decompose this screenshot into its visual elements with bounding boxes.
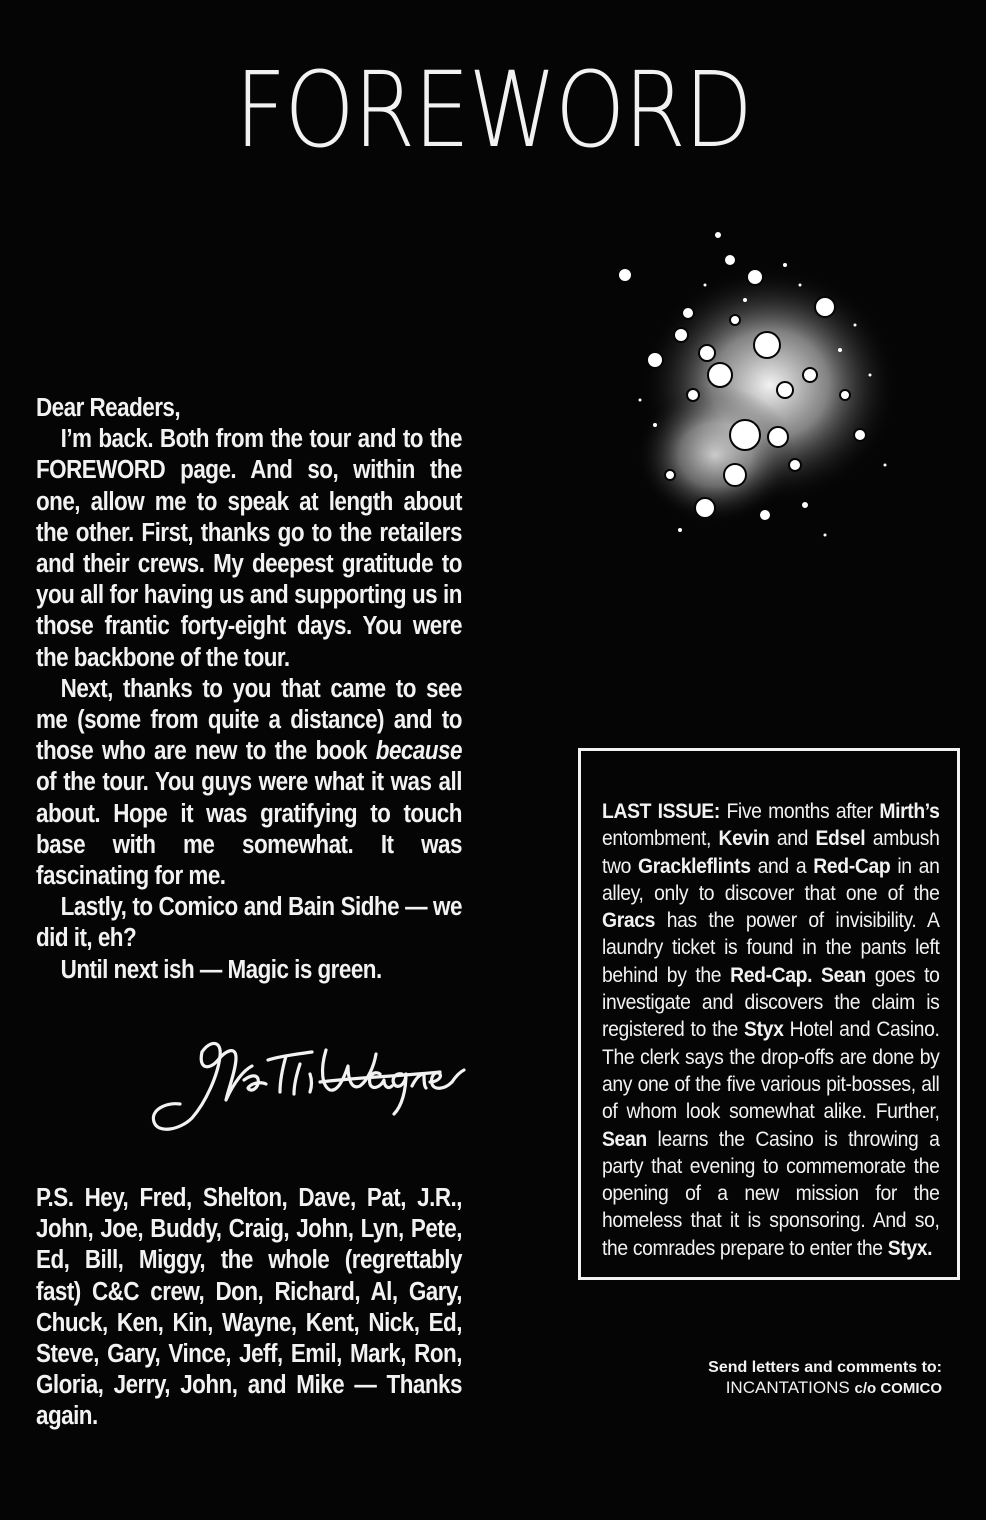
paragraph-2-text-a: Next, thanks to you that came to see me (some from quite a distance) and to those who are new to the book [36,674,462,766]
salutation: Dear Readers, [36,394,181,422]
name-sean: Sean [821,962,866,987]
name-mirth: Mirth’s [879,799,940,823]
summary-text: entombment, [602,826,711,851]
letter-paragraph-3: Lastly, to Comico and Bain Sidhe — we did it, eh? [36,893,462,953]
foreword-letter [36,393,462,986]
name-styx: Styx [744,1017,784,1042]
name-sean: Sean [602,1126,647,1151]
name-kevin: Kevin [718,826,770,851]
postscript [36,1183,462,1433]
summary-text: goes to investigate and discovers the claim is registered to the [602,962,940,1042]
last-issue-summary [602,798,940,1262]
summary-text: learns the Casino is throwing a party that evening to commemorate the opening of a new mission for the homeless that it is sponsoring. And so, the comrades prepare to enter the [602,1126,940,1260]
splatter-illustration [595,225,925,565]
summary-text: and a [757,853,807,878]
last-issue-label: LAST ISSUE: [602,799,720,823]
name-red-cap: Red-Cap. [730,962,813,987]
contact-line-1: Send letters and comments to: [708,1359,942,1376]
summary-text: ambush two [602,826,940,878]
summary-text: Five months after [726,799,873,823]
contact-info [708,1358,942,1399]
summary-text: Hotel and Casino. The clerk says the drop-offs are done by any one of the five various pit-bosses, all of whom look somewhat alike. Further, [602,1017,940,1124]
letter-paragraph-1: I’m back. Both from the tour and to the FOREWORD page. And so, within the one, allow me to speak at length about the other. First, thanks go to the retailers and their crews. My deepest gratitude to you all for having us and supporting us in those frantic forty-eight days. You were the backbone of the tour. [36,425,462,672]
name-styx: Styx. [887,1235,933,1260]
contact-title: INCANTATIONS [725,1378,850,1397]
paragraph-2-emphasis: because [375,737,462,766]
name-grackleflints: Grackleflints [638,853,751,878]
contact-line-2 [708,1378,942,1399]
paragraph-2-text-b: of the tour. You guys were what it was all about. Hope it was gratifying to touch base with me somewhat. It was fascinating for me. [36,768,462,891]
letter-paragraph-2 [36,674,462,892]
summary-text: in an alley, only to discover that one of the [602,853,940,905]
summary-text: has the power of invisibility. A laundry ticket is found in the pants left behind by the [602,908,940,987]
contact-care-of: c/o COMICO [854,1380,942,1397]
page-title: FOREWORD [234,49,752,171]
name-red-cap: Red-Cap [813,853,891,878]
summary-text: and [776,826,809,851]
handwritten-signature [140,1030,470,1140]
name-edsel: Edsel [815,826,866,851]
postscript-text: P.S. Hey, Fred, Shelton, Dave, Pat, J.R., John, Joe, Buddy, Craig, John, Lyn, Pete, Ed, Bill, Miggy, the whole (regrettably fast) C&C crew, Don, Richard, Al, Gary, Chuck, Ken, Kin, Wayne, Kent, Nick, Ed, Steve, Gary, Vince, Jeff, Emil, Mark, Ron, Gloria, Jerry, John, and Mike — Thanks again. [36,1184,462,1431]
name-gracs: Gracs [602,908,656,933]
letter-paragraph-4: Until next ish — Magic is green. [60,955,382,984]
